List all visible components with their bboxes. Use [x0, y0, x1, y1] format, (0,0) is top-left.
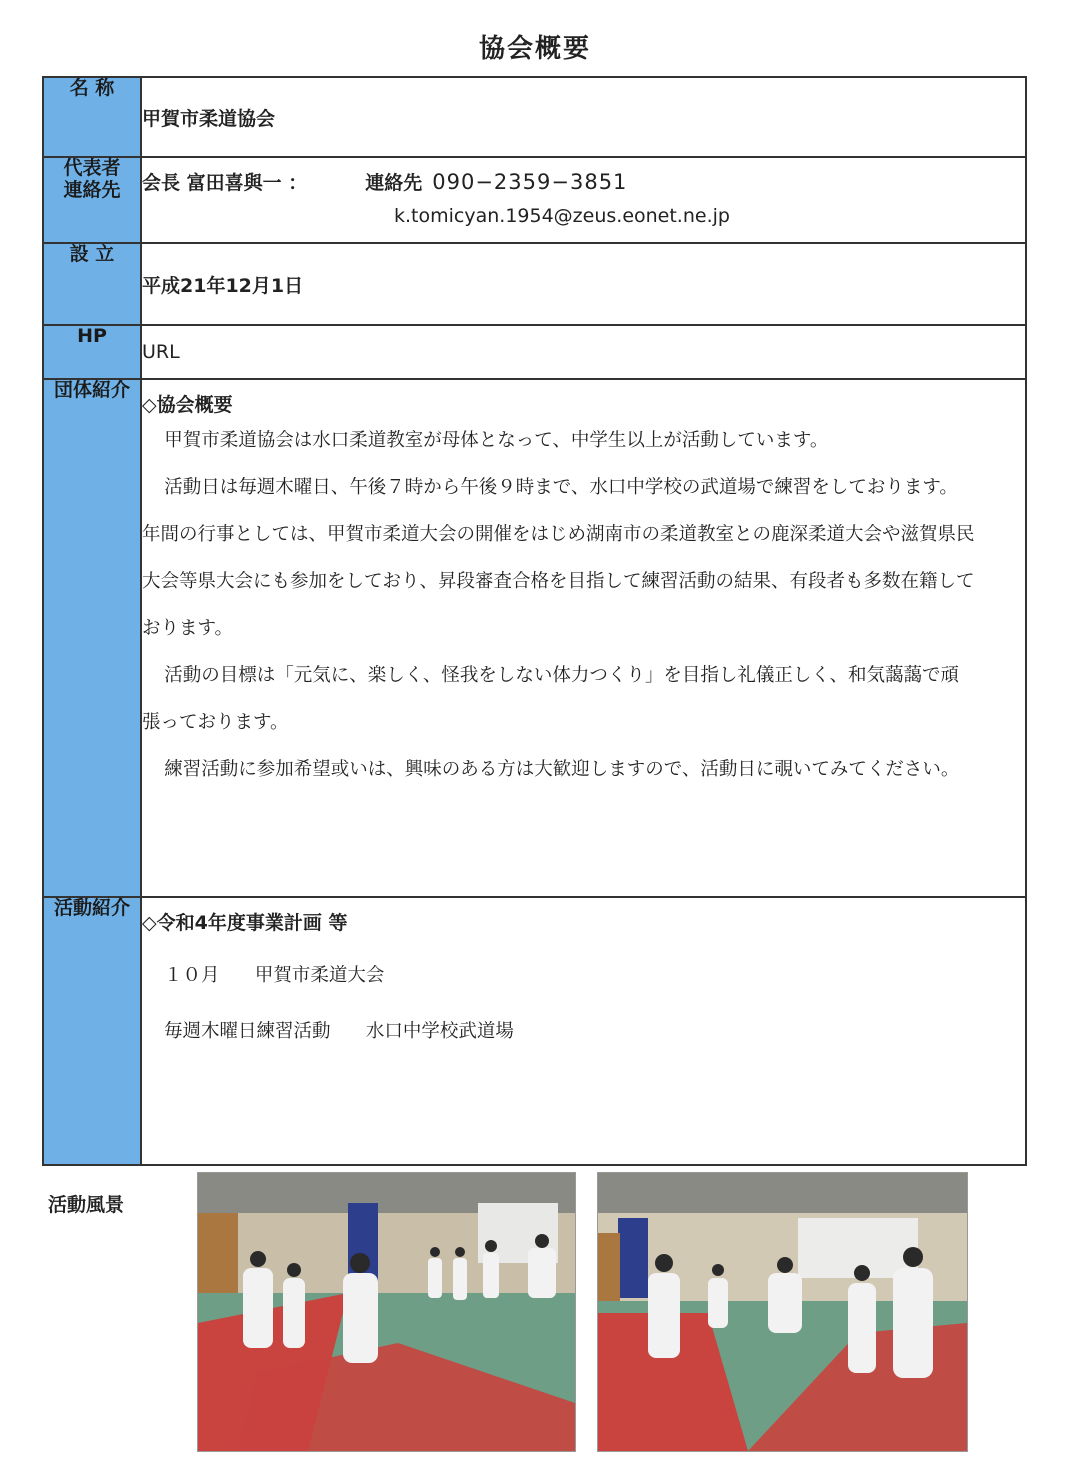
label-established: 設 立 [43, 243, 141, 325]
dojo-photo-illustration [598, 1173, 967, 1451]
contact-label: 連絡先 [365, 172, 423, 194]
label-rep-line2: 連絡先 [63, 178, 121, 201]
value-organization [141, 379, 1026, 897]
label-hp: HP [43, 325, 141, 379]
paragraph: 練習活動に参加希望或いは、興味のある方は大歓迎しますので、活動日に覗いてみてください。 [164, 759, 960, 780]
label-organization: 団体紹介 [43, 379, 141, 897]
activities-heading: ◇令和4年度事業計画 等 [142, 912, 348, 934]
activity-item [164, 1017, 1025, 1043]
page-title: 協会概要 [478, 34, 591, 64]
email-address: k.tomicyan.1954@zeus.eonet.ne.jp [394, 205, 730, 227]
activity-what: 水口中学校武道場 [365, 1021, 514, 1042]
row-representative [43, 157, 1026, 243]
label-rep-line1: 代表者 [63, 157, 121, 179]
value-activities [141, 897, 1026, 1165]
value-hp: URL [141, 325, 1026, 379]
row-name [43, 77, 1026, 157]
value-name: 甲賀市柔道協会 [141, 77, 1026, 157]
organization-heading: ◇協会概要 [142, 394, 233, 416]
activity-photo [597, 1172, 968, 1452]
label-name: 名 称 [43, 77, 141, 157]
activity-item [164, 961, 1025, 987]
info-table [42, 76, 1027, 1166]
phone-number: 090−2359−3851 [432, 170, 628, 194]
rep-line [142, 168, 1025, 195]
label-activities: 活動紹介 [43, 897, 141, 1165]
row-established [43, 243, 1026, 325]
photos-caption: 活動風景 [48, 1194, 125, 1216]
row-activities [43, 897, 1026, 1165]
rep-title-name: 会長 富田喜與一 ： [142, 172, 308, 194]
row-hp [43, 325, 1026, 379]
activity-what: 甲賀市柔道大会 [254, 965, 385, 986]
paragraph: 活動日は毎週木曜日、午後７時から午後９時まで、水口中学校の武道場で練習をしております。年間の行事としては、甲賀市柔道大会の開催をはじめ湖南市の柔道教室との鹿深柔道大会や滋賀県民大会等県大会にも参加をしており、昇段審査合格を目指して練習活動の結果、有段者も多数在籍しております。 [142, 477, 975, 639]
label-representative [43, 157, 141, 243]
activity-photo [197, 1172, 576, 1452]
dojo-photo-illustration [198, 1173, 575, 1451]
activity-when: 毎週木曜日練習活動 [164, 1021, 331, 1042]
paragraph: 甲賀市柔道協会は水口柔道教室が母体となって、中学生以上が活動しています。 [164, 430, 829, 451]
paragraph: 活動の目標は「元気に、楽しく、怪我をしない体力つくり」を目指し礼儀正しく、和気藹藹で頑張っております。 [142, 665, 959, 733]
value-representative [141, 157, 1026, 243]
row-organization [43, 379, 1026, 897]
organization-text [142, 417, 1025, 793]
activity-when: １０月 [164, 965, 220, 986]
value-established: 平成21年12月1日 [141, 243, 1026, 325]
